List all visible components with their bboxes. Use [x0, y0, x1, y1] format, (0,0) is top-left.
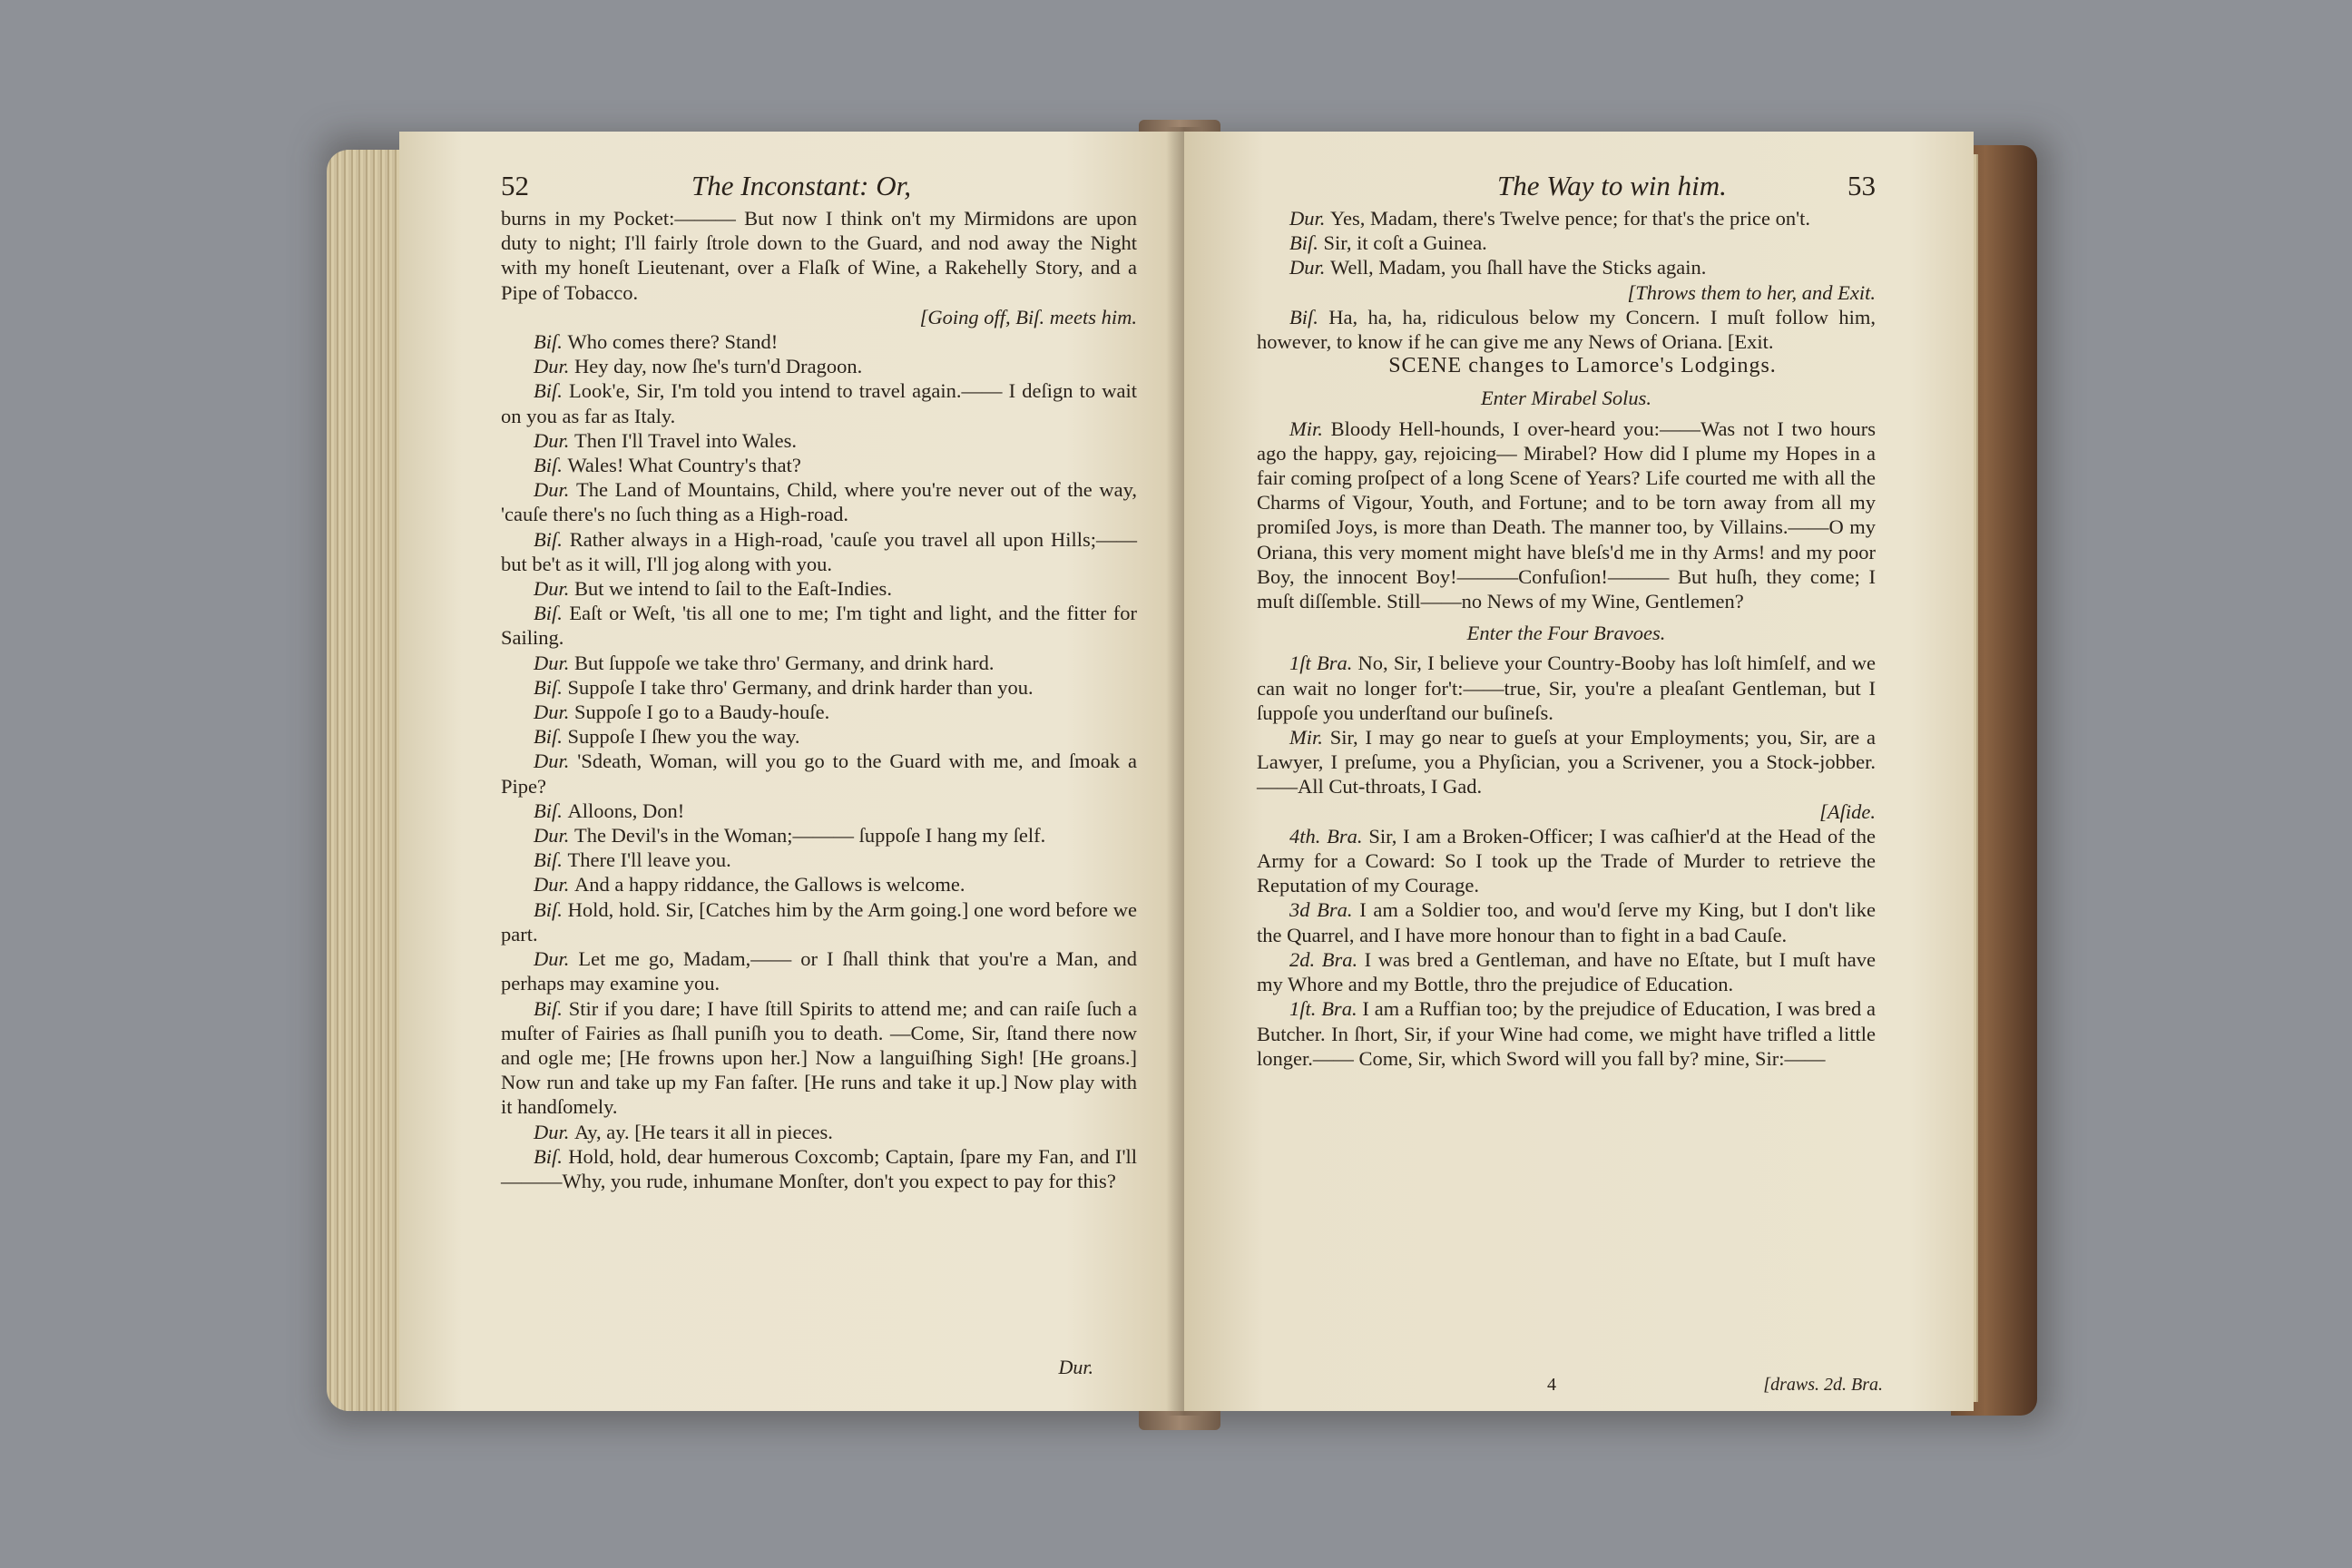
speech-text: Alloons, Don!	[567, 799, 685, 822]
speaker-name: Biſ.	[534, 848, 568, 872]
speech-text: I am a Ruffian too; by the prejudice of Education, I was bred a Butcher. In ſhort, Sir, if your Wine had come, we might have trifled a little longer.—— Come, Sir, which Sword will you fall by? mine, Sir:——	[1257, 997, 1876, 1070]
right-bottom-line	[1257, 897, 1876, 946]
speech-text: Ay, ay. [He tears it all in pieces.	[574, 1120, 833, 1143]
speaker-name: Dur.	[534, 355, 575, 378]
speech-text: Bloody Hell-hounds, I over-heard you:——Was not I two hours ago the happy, gay, rejoicing— Mirabel? How did I plume my Hopes in a fair coming proſpect of a long Scene of Years? Life courted me with all the Charms of Vigour, Youth, and Fortune; and to be torn away from all my promiſed Joys, is more than Death. The manner too, by Villains.——O my Oriana, this very moment might have bleſs'd me in thy Arms! and my poor Boy, the innocent Boy!———Confuſion!——— But huſh, they come; I muſt diſſemble. Still——no News of my Wine, Gentlemen?	[1257, 416, 1876, 613]
left-line	[501, 675, 1137, 700]
right-bottom-line	[1257, 725, 1876, 799]
right-top-line	[1257, 305, 1876, 354]
speech-text: Stir if you dare; I have ſtill Spirits to attend me; and can raiſe ſuch a muſter of Fairies as ſhall puniſh you to death. —Come, Sir, ſtand there now and ogle me; [He frowns upon her.] Now a languiſhing Sigh! [He groans.] Now run and take up my Fan faſter. [He runs and take it up.] Now play with it handſomely.	[501, 996, 1137, 1119]
speaker-name: Biſ.	[534, 379, 570, 403]
speaker-name: Biſ.	[534, 527, 570, 551]
speech-text: [Aſide.	[1819, 799, 1876, 823]
speech-text: The Devil's in the Woman;——— ſuppoſe I hang my ſelf.	[574, 824, 1046, 848]
right-bottom-line	[1257, 996, 1876, 1071]
stage-direction-enter-bravoes	[1257, 621, 1876, 645]
page-number-right: 53	[1847, 170, 1876, 201]
left-line	[501, 527, 1137, 576]
left-line	[501, 799, 1137, 823]
speech-text: Hold, hold, dear humerous Coxcomb; Captain, ſpare my Fan, and I'll———Why, you rude, inhumane Monſter, don't you expect to pay for this?	[501, 1144, 1138, 1192]
speech-text: [Going off, Biſ. meets him.	[919, 305, 1137, 328]
speaker-name: Dur.	[534, 478, 576, 502]
enter-bravoes-text: Enter the Four Bravoes.	[1466, 622, 1666, 645]
right-mid-line	[1257, 416, 1876, 614]
left-line	[501, 576, 1137, 601]
right-bottom-line	[1257, 651, 1876, 725]
left-line	[501, 823, 1137, 848]
speaker-name: Dur.	[1289, 207, 1331, 230]
speaker-name: Mir.	[1289, 726, 1330, 750]
speaker-name: Mir.	[1289, 416, 1331, 440]
left-line	[501, 946, 1137, 995]
speaker-name: 1ſt. Bra.	[1289, 997, 1363, 1021]
catchword-right-text: 2d. Bra.	[1824, 1375, 1883, 1395]
speaker-name: Dur.	[534, 824, 575, 848]
left-line	[501, 848, 1137, 872]
speech-text: Hey day, now ſhe's turn'd Dragoon.	[574, 355, 863, 378]
speaker-name: Dur.	[534, 873, 575, 897]
draws-direction: [draws.	[1763, 1375, 1819, 1395]
speech-text: The Land of Mountains, Child, where you're never out of the way, 'cauſe there's no ſuch thing as a High-road.	[501, 478, 1137, 526]
left-line	[501, 305, 1137, 329]
right-top-line	[1257, 206, 1876, 230]
speech-text: Wales! What Country's that?	[567, 454, 801, 477]
speaker-name: Dur.	[534, 428, 575, 452]
left-line	[501, 1144, 1137, 1193]
speech-text: Then I'll Travel into Wales.	[574, 428, 797, 452]
speaker-name: Biſ.	[534, 330, 568, 354]
left-line	[501, 378, 1137, 427]
catchword-left: Dur.	[1058, 1356, 1093, 1378]
speech-text: There I'll leave you.	[567, 848, 731, 872]
right-page	[1184, 132, 1974, 1411]
speech-text: I was bred a Gentleman, and have no Eſtate, but I muſt have my Whore and my Bottle, thro the prejudice of Education.	[1257, 947, 1876, 996]
left-line	[501, 329, 1137, 354]
speech-text: And a happy riddance, the Gallows is welcome.	[574, 873, 965, 897]
speech-text: No, Sir, I believe your Country-Booby has loſt himſelf, and we can wait no longer for't:——true, Sir, you're a pleaſant Gentleman, but I ſuppoſe you underſtand our buſineſs.	[1257, 652, 1876, 724]
speech-text: Look'e, Sir, I'm told you intend to travel again.—— I deſign to wait on you as far as Italy.	[501, 379, 1137, 427]
left-line	[501, 897, 1137, 946]
speech-text: Ha, ha, ha, ridiculous below my Concern. I muſt follow him, however, to know if he can give me any News of Oriana. [Exit.	[1257, 305, 1877, 354]
speech-text: burns in my Pocket:——— But now I think on't my Mirmidons are upon duty to night; I'll fairly ſtrole down to the Guard, and nod away the Night with my honeſt Lieutenant, over a Flaſk of Wine, a Rakehelly Story, and a Pipe of Tobacco.	[501, 207, 1137, 304]
speech-text: Suppoſe I go to a Baudy-houſe.	[574, 701, 830, 724]
speaker-name: Biſ.	[534, 1144, 569, 1168]
speech-text: Eaſt or Weſt, 'tis all one to me; I'm tight and light, and the fitter for Sailing.	[501, 602, 1138, 650]
left-running-head	[501, 170, 1137, 206]
page-edges-left	[327, 150, 408, 1411]
right-top-line	[1257, 255, 1876, 279]
left-line	[501, 996, 1137, 1120]
speech-text: Hold, hold. Sir, [Catches him by the Arm going.] one word before we part.	[501, 897, 1137, 946]
right-running-head	[1257, 170, 1876, 206]
speaker-name: Biſ.	[534, 725, 568, 749]
left-line	[501, 700, 1137, 724]
right-text-middle	[1257, 416, 1876, 614]
speaker-name: Dur.	[534, 577, 575, 601]
speaker-name: 1ſt Bra.	[1289, 652, 1358, 675]
right-top-line	[1257, 280, 1876, 305]
right-bottom-line	[1257, 824, 1876, 898]
enter-mirabel-text: Enter Mirabel Solus.	[1480, 387, 1652, 410]
speech-text: Sir, I may go near to gueſs at your Employments; you, Sir, are a Lawyer, I preſume, you a Phyſician, you a Scrivener, you a Stock-jobber.——All Cut-throats, I Gad.	[1257, 726, 1876, 799]
speaker-name: 4th. Bra.	[1289, 824, 1369, 848]
left-line	[501, 1120, 1137, 1144]
speaker-name: 2d. Bra.	[1289, 947, 1365, 971]
right-text-top	[1257, 206, 1876, 354]
speaker-name: Dur.	[534, 750, 578, 773]
left-line	[501, 872, 1137, 897]
left-line	[501, 724, 1137, 749]
stage-direction-enter-mirabel	[1257, 386, 1876, 410]
right-top-line	[1257, 230, 1876, 255]
speaker-name: Biſ.	[534, 996, 569, 1020]
speech-text: Sir, it coſt a Guinea.	[1323, 231, 1487, 255]
speech-text: Well, Madam, you ſhall have the Sticks again.	[1330, 256, 1707, 279]
left-line	[501, 206, 1137, 305]
speaker-name: Biſ.	[1289, 305, 1329, 328]
speech-text: 'Sdeath, Woman, will you go to the Guard with me, and ſmoak a Pipe?	[501, 750, 1137, 798]
speaker-name: Biſ.	[534, 897, 568, 921]
speaker-name: Dur.	[534, 1120, 575, 1143]
signature-mark: 4	[1547, 1375, 1556, 1395]
speaker-name: Biſ.	[534, 799, 568, 822]
speaker-name: Dur.	[1289, 256, 1331, 279]
catchword-right	[1763, 1375, 1883, 1396]
speech-text: I am a Soldier too, and wou'd ſerve my King, but I don't like the Quarrel, and I have more honour than to fight in a bad Cauſe.	[1257, 898, 1877, 946]
right-page-text	[1257, 206, 1876, 1071]
running-title-right: The Way to win him.	[1497, 170, 1727, 201]
speech-text: Yes, Madam, there's Twelve pence; for that's the price on't.	[1330, 207, 1811, 230]
speech-text: Sir, I am a Broken-Officer; I was caſhier'd at the Head of the Army for a Coward: So I took up the Trade of Murder to retrieve the Reputation of my Courage.	[1257, 824, 1876, 897]
speech-text: Suppoſe I ſhew you the way.	[567, 725, 800, 749]
left-page	[399, 132, 1184, 1411]
speaker-name: Biſ.	[534, 675, 568, 699]
speaker-name: Biſ.	[534, 454, 568, 477]
left-page-text	[501, 206, 1137, 1193]
left-line	[501, 453, 1137, 477]
left-line	[501, 354, 1137, 378]
speech-text: But we intend to ſail to the Eaſt-Indies.	[574, 577, 892, 601]
speaker-name: 3d Bra.	[1289, 898, 1360, 922]
speech-text: Let me go, Madam,—— or I ſhall think that you're a Man, and perhaps may examine you.	[501, 947, 1137, 995]
right-bottom-line	[1257, 947, 1876, 996]
left-line	[501, 477, 1137, 526]
speaker-name: Biſ.	[534, 602, 570, 625]
scene-heading: SCENE changes to Lamorce's Lodgings.	[1388, 354, 1777, 378]
speaker-name: Biſ.	[1289, 231, 1324, 255]
left-line	[501, 651, 1137, 675]
speech-text: Who comes there? Stand!	[567, 330, 779, 354]
speech-text: But ſuppoſe we take thro' Germany, and drink hard.	[574, 651, 995, 674]
speaker-name: Dur.	[534, 947, 579, 971]
speaker-name: Dur.	[534, 701, 575, 724]
speech-text: Suppoſe I take thro' Germany, and drink harder than you.	[567, 675, 1034, 699]
speech-text: [Throws them to her, and Exit.	[1627, 280, 1876, 304]
left-line	[501, 601, 1137, 650]
left-line	[501, 428, 1137, 453]
left-line	[501, 749, 1137, 798]
speaker-name: Dur.	[534, 651, 575, 674]
right-text-bottom	[1257, 651, 1876, 1070]
running-title-left: The Inconstant: Or,	[691, 170, 911, 201]
page-number-left: 52	[501, 170, 529, 201]
speech-text: Rather always in a High-road, 'cauſe you travel all upon Hills;——but be't as it will, I'll jog along with you.	[501, 527, 1137, 575]
right-bottom-line	[1257, 799, 1876, 824]
